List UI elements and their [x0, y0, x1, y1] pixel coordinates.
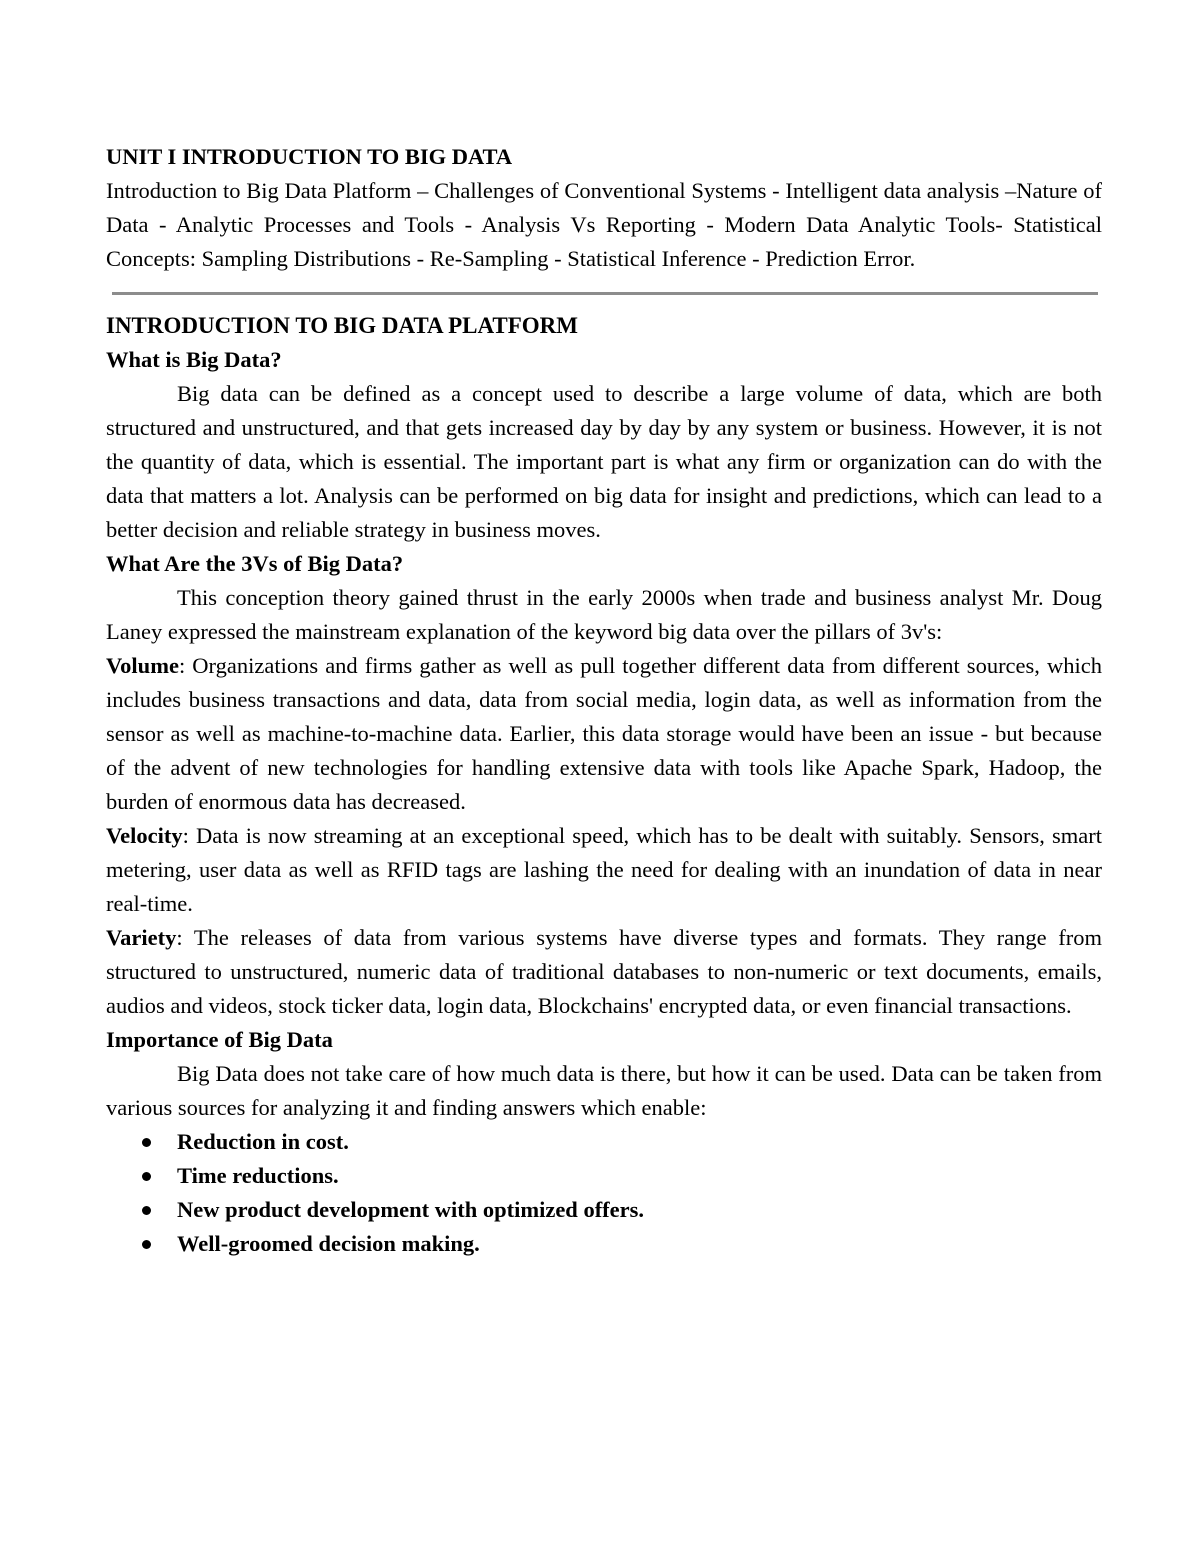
importance-paragraph: Big Data does not take care of how much data is there, but how it can be used. Data can be taken from various sources for analyzing it and finding answers which enable: — [106, 1061, 1102, 1120]
variety-term: Variety — [106, 925, 177, 950]
list-item — [106, 1159, 1102, 1193]
volume-text: : Organizations and firms gather as well as pull together different data from different sources, which includes business transactions and data, data from social media, login data, as well as information from the sensor as well as machine-to-machine data. Earlier, this data storage would have been an issue - but because of the advent of new technologies for handling extensive data with tools like Apache Spark, Hadoop, the burden of enormous data has decreased. — [106, 653, 1102, 814]
bullet-icon — [142, 1138, 151, 1147]
list-item — [106, 1125, 1102, 1159]
bullet-icon — [142, 1240, 151, 1249]
volume-paragraph — [106, 649, 1102, 819]
velocity-paragraph — [106, 819, 1102, 921]
importance-bullet-list — [106, 1125, 1102, 1261]
document-page — [106, 140, 1102, 1261]
list-item-text: Well-groomed decision making. — [177, 1231, 480, 1256]
list-item-text: Time reductions. — [177, 1163, 339, 1188]
what-is-big-data-paragraph: Big data can be defined as a concept used to describe a large volume of data, which are both structured and unstructured, and that gets increased day by day by any system or business. However, it is not the quantity of data, which is essential. The important part is what any firm or organization can do with the data that matters a lot. Analysis can be performed on big data for insight and predictions, which can lead to a better decision and reliable strategy in business moves. — [106, 381, 1102, 542]
variety-text: : The releases of data from various systems have diverse types and formats. They range from structured to unstructured, numeric data of traditional databases to non-numeric or text documents, emails, audios and videos, stock ticker data, login data, Blockchains' encrypted data, or even financial transactions. — [106, 925, 1102, 1018]
three-vs-intro-paragraph: This conception theory gained thrust in the early 2000s when trade and business analyst Mr. Doug Laney expressed the mainstream explanation of the keyword big data over the pillars of 3v's: — [106, 585, 1102, 644]
list-item-text: Reduction in cost. — [177, 1129, 349, 1154]
velocity-text: : Data is now streaming at an exceptional speed, which has to be dealt with suitably. Sensors, smart metering, user data as well as RFID tags are lashing the need for dealing with an inundation of data in near real-time. — [106, 823, 1102, 916]
unit-title: UNIT I INTRODUCTION TO BIG DATA — [106, 144, 513, 169]
section-title: INTRODUCTION TO BIG DATA PLATFORM — [106, 313, 578, 338]
bullet-icon — [142, 1172, 151, 1181]
list-item-text: New product development with optimized offers. — [177, 1197, 645, 1222]
list-item — [106, 1193, 1102, 1227]
velocity-term: Velocity — [106, 823, 183, 848]
variety-paragraph — [106, 921, 1102, 1023]
bullet-icon — [142, 1206, 151, 1215]
list-item — [106, 1227, 1102, 1261]
unit-syllabus: Introduction to Big Data Platform – Challenges of Conventional Systems - Intelligent data analysis –Nature of Data - Analytic Processes and Tools - Analysis Vs Reporting - Modern Data Analytic Tools- Statistical Concepts: Sampling Distributions - Re-Sampling - Statistical Inference - Prediction Error. — [106, 178, 1102, 271]
three-vs-heading: What Are the 3Vs of Big Data? — [106, 551, 404, 576]
importance-heading: Importance of Big Data — [106, 1027, 333, 1052]
section-divider — [112, 292, 1098, 295]
what-is-big-data-heading: What is Big Data? — [106, 347, 282, 372]
volume-term: Volume — [106, 653, 179, 678]
